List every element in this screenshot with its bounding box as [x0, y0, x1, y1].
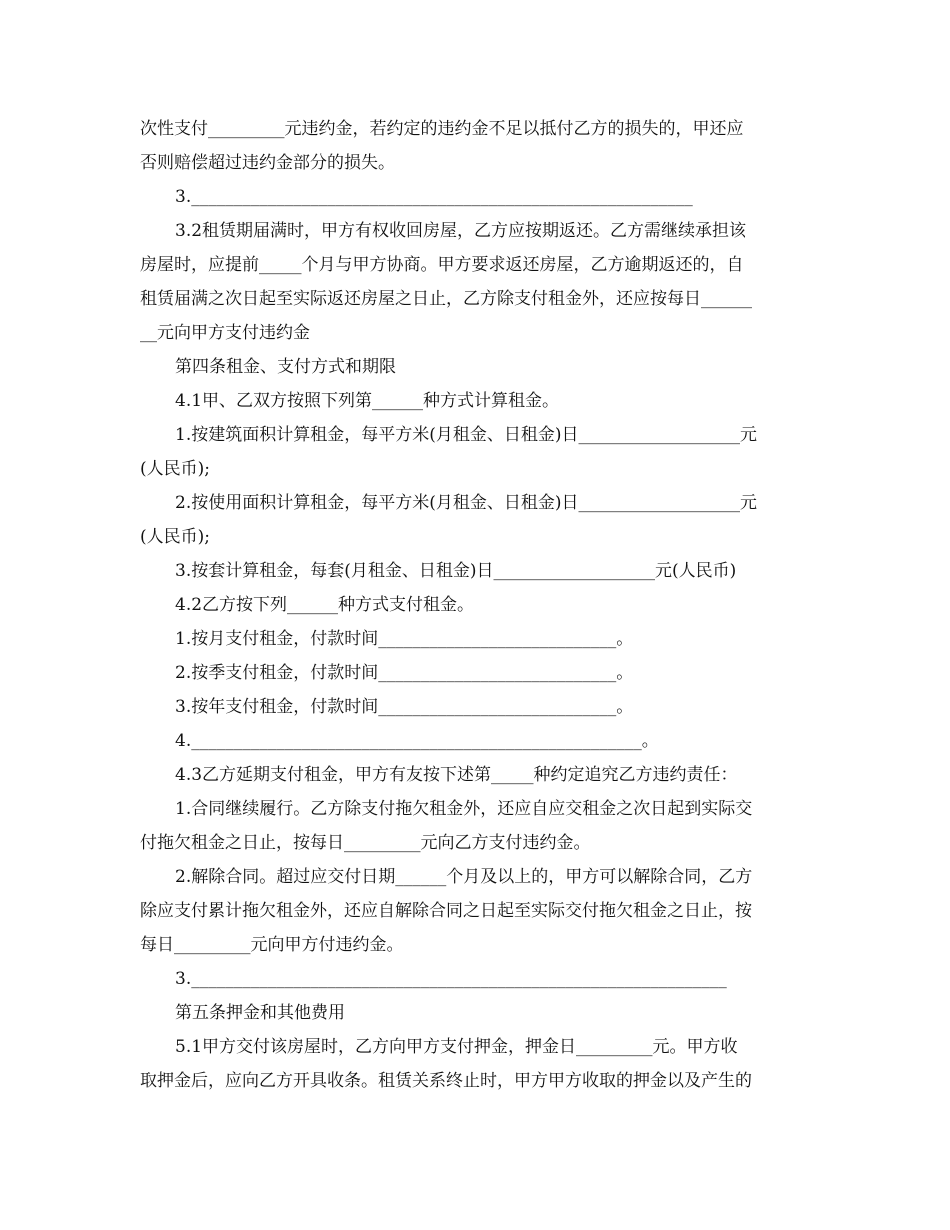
text-line: 3._______________________________________________________________	[175, 969, 727, 989]
clause-4-2: 4.2乙方按下列______种方式支付租金。	[175, 595, 475, 615]
text-line: 租赁届满之次日起至实际返还房屋之日止，乙方除支付租金外，还应按每日______	[140, 289, 752, 309]
text-line: 1.按建筑面积计算租金，每平方米(月租金、日租金)日___________________元	[175, 425, 757, 445]
section-heading-5: 第五条押金和其他费用	[175, 1003, 345, 1023]
text-line: 付拖欠租金之日止，按每日_________元向乙方支付违约金。	[140, 833, 591, 853]
text-line: 2.按季支付租金，付款时间____________________________。	[175, 663, 634, 683]
text-line: (人民币);	[140, 459, 210, 479]
text-line: 次性支付_________元违约金，若约定的违约金不足以抵付乙方的损失的，甲还应	[140, 119, 744, 139]
text-line: 3.按年支付租金，付款时间____________________________。	[175, 697, 634, 717]
text-line: 否则赔偿超过违约金部分的损失。	[140, 153, 395, 173]
text-line: 1.合同继续履行。乙方除支付拖欠租金外，还应自应交租金之次日起到实际交	[175, 799, 753, 819]
text-line: 1.按月支付租金，付款时间____________________________。	[175, 629, 634, 649]
clause-5-1: 5.1甲方交付该房屋时，乙方向甲方支付押金，押金日_________元。甲方收	[175, 1037, 738, 1057]
text-line: 除应支付累计拖欠租金外，还应自解除合同之日起至实际交付拖欠租金之日止，按	[140, 901, 752, 921]
text-line: 4._____________________________________________________。	[175, 731, 659, 751]
text-line: 2.按使用面积计算租金，每平方米(月租金、日租金)日___________________元	[175, 493, 757, 513]
clause-4-3: 4.3乙方延期支付租金，甲方有友按下述第_____种约定追究乙方违约责任：	[175, 765, 738, 785]
clause-3-2: 3.2租赁期届满时，甲方有权收回房屋，乙方应按期返还。乙方需继续承担该	[175, 221, 747, 241]
text-line: (人民币);	[140, 527, 210, 547]
document-body	[140, 112, 812, 1098]
text-line: 房屋时，应提前_____个月与甲方协商。甲方要求返还房屋，乙方逾期返还的，自	[140, 255, 744, 275]
text-line: __元向甲方支付违约金	[140, 323, 310, 343]
text-line: 每日_________元向甲方付违约金。	[140, 935, 404, 955]
text-line: 取押金后，应向乙方开具收条。租赁关系终止时，甲方甲方收取的押金以及产生的	[140, 1071, 752, 1091]
text-line: 3.___________________________________________________________	[175, 187, 693, 207]
text-line: 3.按套计算租金，每套(月租金、日租金)日___________________元(人民币)	[175, 561, 737, 581]
section-heading-4: 第四条租金、支付方式和期限	[175, 357, 396, 377]
clause-4-1: 4.1甲、乙双方按照下列第______种方式计算租金。	[175, 391, 560, 411]
text-line: 2.解除合同。超过应交付日期______个月及以上的，甲方可以解除合同，乙方	[175, 867, 753, 887]
